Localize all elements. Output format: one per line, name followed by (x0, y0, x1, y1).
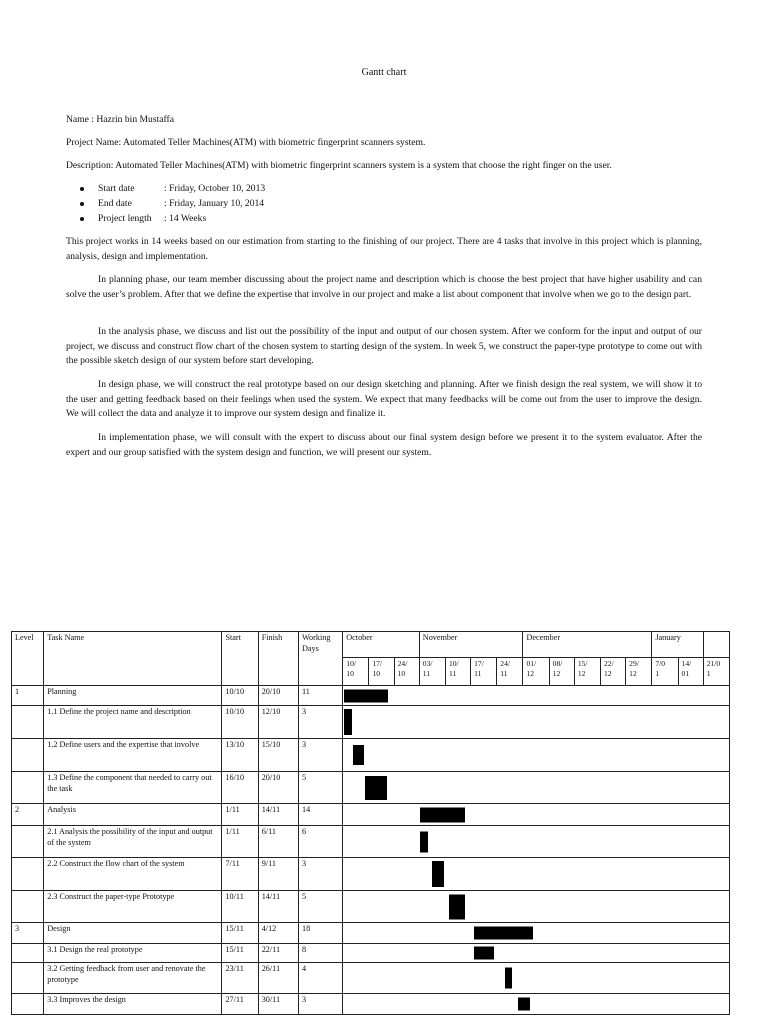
level-cell: 3 (12, 923, 44, 944)
table-row (12, 826, 730, 858)
start-cell: 10/10 (222, 686, 258, 706)
bullet-icon (80, 202, 84, 206)
start-cell: 1/11 (222, 826, 258, 858)
week-header-month: 12 (629, 669, 637, 678)
working-days-cell: 5 (298, 891, 342, 923)
gantt-bar-cell (343, 963, 730, 994)
start-cell: 10/10 (222, 706, 258, 739)
gantt-bar (518, 998, 530, 1011)
end-date-value: : Friday, January 10, 2014 (164, 198, 265, 209)
task-name-cell: 2.2 Construct the flow chart of the system (44, 858, 222, 891)
page-title: Gantt chart (361, 67, 407, 78)
week-header-month: 11 (448, 669, 457, 678)
working-days-cell: 3 (298, 739, 342, 772)
week-header-day: 01/ (526, 659, 537, 668)
week-header-cell (394, 658, 419, 686)
week-header-month: 10 (346, 669, 354, 678)
bullet-icon (80, 187, 84, 191)
gantt-bar (449, 894, 466, 919)
gantt-bar (353, 745, 364, 765)
level-cell (12, 739, 44, 772)
week-header-cell (600, 658, 625, 686)
week-header-cell (574, 658, 600, 686)
task-name-cell: 3.1 Design the real prototype (44, 944, 222, 963)
working-days-cell: 18 (298, 923, 342, 944)
task-name-cell: 2.1 Analysis the possibility of the input and output of the system (44, 826, 222, 858)
name-line: Name : Hazrin bin Mustaffa (66, 114, 174, 125)
week-header-cell (523, 658, 549, 686)
start-cell: 7/11 (222, 858, 258, 891)
gantt-table (11, 631, 730, 1015)
week-header-cell (445, 658, 470, 686)
header-working-days: Working Days (298, 632, 342, 686)
table-row (12, 923, 730, 944)
finish-cell: 6/11 (258, 826, 298, 858)
gantt-bar-cell (343, 994, 730, 1015)
gantt-bar-cell (343, 686, 730, 706)
week-header-cell (626, 658, 652, 686)
task-name-cell: 1.3 Define the component that needed to carry out the task (44, 772, 222, 804)
level-cell: 1 (12, 686, 44, 706)
header-level: Level (12, 632, 44, 686)
gantt-bar-cell (343, 944, 730, 963)
level-cell (12, 772, 44, 804)
week-header-month: 1 (655, 669, 660, 678)
header-start: Start (222, 632, 258, 686)
start-cell: 1/11 (222, 804, 258, 826)
week-header-day: 10/ (448, 659, 459, 668)
gantt-bar (420, 831, 428, 852)
working-days-cell: 3 (298, 994, 342, 1015)
table-row (12, 963, 730, 994)
week-header-month: 01 (681, 669, 690, 678)
week-header-cell (343, 658, 369, 686)
design-paragraph: In design phase, we will construct the real prototype based on our design sketching and planning. After we finish design the real system, we will show it to the user and getting feedback based on their feelings when used the system. We expect that many feedbacks will be come out from the user to improve the design. We will collect the data and analyze it to improve our system design and finalize it. (66, 379, 702, 419)
month-december: December (523, 632, 652, 658)
task-name-cell: 3.2 Getting feedback from user and renovate the prototype (44, 963, 222, 994)
gantt-bar (344, 689, 388, 702)
month-empty-cell (703, 632, 729, 658)
table-row (12, 994, 730, 1015)
month-november: November (419, 632, 523, 658)
task-name-cell: 1.2 Define users and the expertise that involve (44, 739, 222, 772)
week-header-cell (549, 658, 574, 686)
finish-cell: 9/11 (258, 858, 298, 891)
gantt-bar (344, 709, 352, 735)
week-header-month: 11 (500, 669, 508, 678)
level-cell (12, 826, 44, 858)
finish-cell: 20/10 (258, 772, 298, 804)
month-january: January (652, 632, 703, 658)
week-header-cell (678, 658, 703, 686)
task-name-cell: Design (44, 923, 222, 944)
intro-paragraph: This project works in 14 weeks based on our estimation from starting to the finishing of our project. There are 4 tasks that involve in this project which is planning, analysis, design and implementation. (66, 236, 702, 262)
week-header-day: 03/ (422, 659, 433, 668)
start-date-value: : Friday, October 10, 2013 (164, 183, 266, 194)
week-header-day: 17/ (474, 659, 484, 668)
week-header-month: 10 (397, 669, 406, 678)
week-header-cell (497, 658, 523, 686)
week-header-day: 22/ (603, 659, 614, 668)
working-days-cell: 14 (298, 804, 342, 826)
analysis-paragraph: In the analysis phase, we discuss and list out the possibility of the input and output of our chosen system. After we conform for the input and output of our project, we discuss and construct flow chart of the chosen system to starting design of the system. In week 5, we construct the paper-type prototype to come out with the possible sketch design of our system before start developing. (66, 326, 702, 366)
finish-cell: 14/11 (258, 804, 298, 826)
level-cell (12, 858, 44, 891)
week-header-day: 08/ (552, 659, 563, 668)
task-name-cell: Planning (44, 686, 222, 706)
table-row (12, 858, 730, 891)
working-days-cell: 6 (298, 826, 342, 858)
week-header-month: 11 (422, 669, 431, 678)
gantt-bar (505, 968, 512, 989)
week-header-day: 7/0 (655, 659, 666, 668)
table-row (12, 772, 730, 804)
week-header-cell (652, 658, 678, 686)
week-header-cell (369, 658, 394, 686)
gantt-bar (365, 776, 387, 800)
end-date-label: End date (98, 198, 132, 209)
planning-paragraph: In planning phase, our team member discussing about the project name and description which is choose the best project that have higher usability and can solve the user’s problem. After that we define the expertise that involve in our project and make a list about component that involve when we go to the design part. (66, 274, 702, 300)
working-days-cell: 3 (298, 706, 342, 739)
start-cell: 15/11 (222, 944, 258, 963)
week-header-cell (703, 658, 729, 686)
level-cell (12, 706, 44, 739)
week-header-month: 12 (577, 669, 586, 678)
project-length-value: : 14 Weeks (164, 213, 207, 224)
level-cell (12, 994, 44, 1015)
month-october: October (343, 632, 420, 658)
task-name-cell: 2.3 Construct the paper-type Prototype (44, 891, 222, 923)
working-days-cell: 3 (298, 858, 342, 891)
gantt-bar-cell (343, 772, 730, 804)
week-header-cell (471, 658, 497, 686)
finish-cell: 26/11 (258, 963, 298, 994)
table-row (12, 804, 730, 826)
working-days-cell: 11 (298, 686, 342, 706)
gantt-bar (432, 861, 444, 887)
finish-cell: 12/10 (258, 706, 298, 739)
level-cell (12, 963, 44, 994)
gantt-bar-cell (343, 891, 730, 923)
working-days-cell: 5 (298, 772, 342, 804)
table-row (12, 944, 730, 963)
description-line: Description: Automated Teller Machines(ATM) with biometric fingerprint scanners system is a system that choose the right finger on the user. (66, 160, 612, 171)
level-cell (12, 944, 44, 963)
table-row (12, 891, 730, 923)
project-length-label: Project length (98, 213, 152, 224)
implementation-paragraph: In implementation phase, we will consult with the expert to discuss about our final system design before we present it to the system evaluator. After the expert and our group satisfied with the system design and function, we will present our system. (66, 432, 702, 458)
week-header-day: 15/ (577, 659, 588, 668)
start-cell: 27/11 (222, 994, 258, 1015)
week-header-month: 12 (526, 669, 535, 678)
week-header-day: 24/ (500, 659, 511, 668)
finish-cell: 14/11 (258, 891, 298, 923)
start-date-label: Start date (98, 183, 135, 194)
gantt-bar-cell (343, 804, 730, 826)
level-cell (12, 891, 44, 923)
start-cell: 13/10 (222, 739, 258, 772)
header-task-name: Task Name (44, 632, 222, 686)
week-header-day: 10/ (346, 659, 356, 668)
gantt-bar-cell (343, 858, 730, 891)
start-cell: 10/11 (222, 891, 258, 923)
week-header-day: 17/ (372, 659, 383, 668)
header-finish: Finish (258, 632, 298, 686)
finish-cell: 20/10 (258, 686, 298, 706)
task-name-cell: Analysis (44, 804, 222, 826)
week-header-month: 11 (474, 669, 482, 678)
week-header-day: 14/ (681, 659, 692, 668)
start-cell: 23/11 (222, 963, 258, 994)
level-cell: 2 (12, 804, 44, 826)
table-row (12, 686, 730, 706)
task-name-cell: 3.3 Improves the design (44, 994, 222, 1015)
week-header-day: 21/0 (706, 659, 721, 668)
gantt-bar (474, 947, 494, 960)
gantt-bar-cell (343, 923, 730, 944)
week-header-day: 29/ (629, 659, 639, 668)
week-header-month: 10 (372, 669, 381, 678)
working-days-cell: 8 (298, 944, 342, 963)
table-row (12, 739, 730, 772)
week-header-cell (419, 658, 445, 686)
gantt-bar (420, 807, 465, 822)
gantt-bar (474, 927, 533, 940)
gantt-bar-cell (343, 706, 730, 739)
table-row (12, 706, 730, 739)
working-days-cell: 4 (298, 963, 342, 994)
finish-cell: 30/11 (258, 994, 298, 1015)
finish-cell: 4/12 (258, 923, 298, 944)
bullet-icon (80, 217, 84, 221)
start-cell: 15/11 (222, 923, 258, 944)
start-cell: 16/10 (222, 772, 258, 804)
week-header-day: 24/ (397, 659, 408, 668)
finish-cell: 15/10 (258, 739, 298, 772)
finish-cell: 22/11 (258, 944, 298, 963)
gantt-bar-cell (343, 739, 730, 772)
project-name-line: Project Name: Automated Teller Machines(ATM) with biometric fingerprint scanners system. (66, 137, 426, 148)
week-header-month: 12 (603, 669, 612, 678)
gantt-bar-cell (343, 826, 730, 858)
task-name-cell: 1.1 Define the project name and description (44, 706, 222, 739)
week-header-month: 1 (706, 669, 711, 678)
week-header-month: 12 (552, 669, 561, 678)
